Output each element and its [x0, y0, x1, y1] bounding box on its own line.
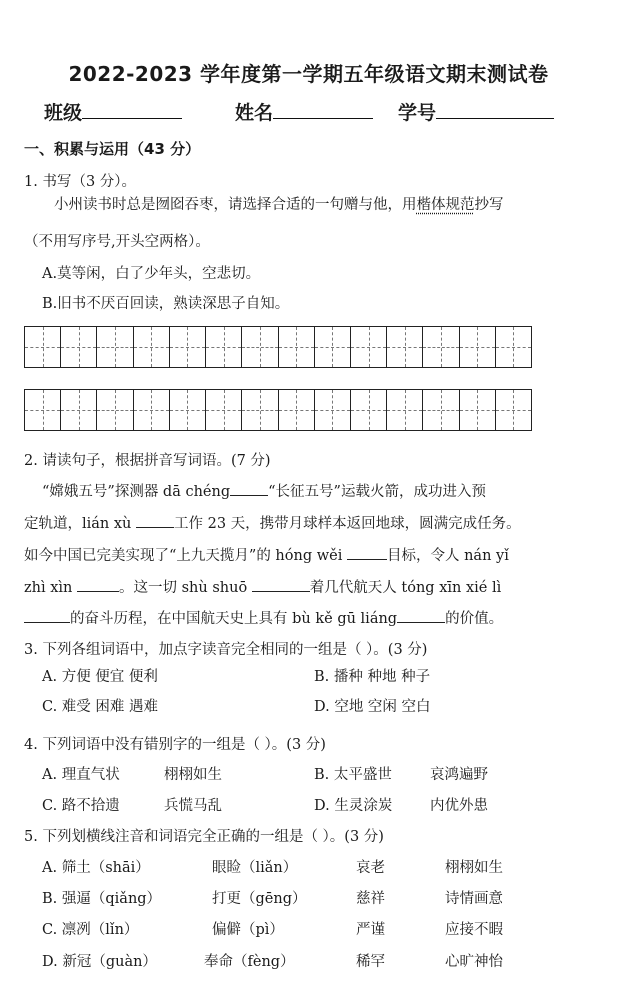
- q2-line-5: [24, 607, 503, 628]
- q2-line-2: [24, 512, 521, 533]
- q5-b-col4: 诗情画意: [445, 891, 503, 907]
- q2-text: 如今中国已完美实现了“上九天揽月”的 hóng wěi: [24, 548, 343, 564]
- id-label: 学号: [398, 102, 437, 124]
- q4-option-d-word2: 内优外患: [430, 798, 488, 814]
- answer-blank[interactable]: [77, 577, 119, 592]
- q4-option-c-word2: 兵慌马乱: [164, 798, 222, 814]
- q5-heading: 5. 下列划横线注音和词语完全正确的一组是（ ）。(3 分): [24, 829, 384, 845]
- class-label: 班级: [44, 102, 83, 124]
- q2-text: 定轨道，lián xù: [24, 516, 132, 532]
- page-title: 2022-2023 学年度第一学期五年级语文期末测试卷: [68, 62, 549, 86]
- writing-grid-row-2[interactable]: [24, 389, 532, 431]
- id-field: [398, 98, 554, 125]
- q2-text: 。这一切 shù shuō: [119, 580, 248, 596]
- q4-heading: 4. 下列词语中没有错别字的一组是（ ）。(3 分): [24, 737, 326, 753]
- q4-option-a: A. 理直气状: [42, 767, 120, 783]
- q4-option-c: C. 路不拾遗: [42, 798, 120, 814]
- q1-option-b: B.旧书不厌百回读，熟读深思子自知。: [42, 296, 290, 312]
- q5-c-col1: C. 凛冽（lǐn）: [42, 922, 139, 938]
- q1-option-a: A.莫等闲，白了少年头，空悲切。: [42, 266, 261, 282]
- q5-a-col1: A. 筛土（shāi）: [42, 860, 150, 876]
- writing-grid-row-1[interactable]: [24, 326, 532, 368]
- name-field: [235, 98, 373, 125]
- section-heading: 一、积累与运用（43 分）: [24, 140, 201, 158]
- answer-blank[interactable]: [24, 608, 70, 623]
- q1-dotted-text: 楷体规范: [416, 197, 475, 213]
- class-blank[interactable]: [82, 100, 182, 119]
- q1-prompt-line1: [54, 193, 504, 214]
- q3-option-b: B. 播种 种地 种子: [314, 669, 431, 685]
- q5-b-col1: B. 强逼（qiǎng）: [42, 891, 162, 907]
- q2-line-4: [24, 576, 501, 597]
- id-blank[interactable]: [436, 100, 554, 119]
- answer-blank[interactable]: [136, 513, 174, 528]
- q5-b-col2: 打更（gēng）: [212, 891, 307, 907]
- q2-text: 着几代航天人 tóng xīn xié lì: [309, 580, 502, 596]
- q2-text: 目标，令人 nán yǐ: [386, 548, 509, 564]
- q3-heading: 3. 下列各组词语中，加点字读音完全相同的一组是（ ）。(3 分): [24, 642, 428, 658]
- q1-prompt-text: 小州读书时总是囫囵吞枣，请选择合适的一句赠与他，用: [54, 197, 417, 213]
- name-blank[interactable]: [273, 100, 373, 119]
- q1-prompt-line2: （不用写序号,开头空两格）。: [24, 234, 210, 250]
- q2-text: “长征五号”运载火箭，成功进入预: [268, 484, 486, 500]
- q3-option-c: C. 难受 困难 遇难: [42, 699, 159, 715]
- q5-c-col3: 严谨: [356, 922, 385, 938]
- q5-a-col2: 眼睑（liǎn）: [212, 860, 298, 876]
- q5-a-col3: 哀老: [356, 860, 385, 876]
- q5-d-col4: 心旷神怡: [445, 954, 503, 970]
- q2-text: 的奋斗历程，在中国航天史上具有 bù kě gū liáng: [70, 611, 398, 627]
- q5-d-col3: 稀罕: [356, 954, 385, 970]
- q4-option-d: D. 生灵涂炭: [314, 798, 393, 814]
- q5-a-col4: 栩栩如生: [445, 860, 503, 876]
- q4-option-b-word2: 哀鸿遍野: [430, 767, 488, 783]
- q2-line-3: [24, 544, 509, 565]
- answer-blank[interactable]: [347, 545, 387, 560]
- class-field: [44, 98, 182, 125]
- q3-option-d: D. 空地 空闲 空白: [314, 699, 431, 715]
- q4-option-a-word2: 栩栩如生: [164, 767, 222, 783]
- answer-blank[interactable]: [230, 481, 268, 496]
- name-label: 姓名: [235, 102, 274, 124]
- answer-blank[interactable]: [397, 608, 445, 623]
- q4-option-b: B. 太平盛世: [314, 767, 392, 783]
- q1-heading: 1. 书写（3 分）。: [24, 174, 137, 190]
- q2-text: 工作 23 天，携带月球样本返回地球，圆满完成任务。: [174, 516, 521, 532]
- q2-text: zhì xìn: [24, 580, 73, 596]
- answer-blank[interactable]: [252, 577, 310, 592]
- q5-c-col2: 偏僻（pì）: [212, 922, 284, 938]
- q2-text: “嫦娥五号”探测器 dā chéng: [42, 484, 231, 500]
- q5-d-col2: 奉命（fèng）: [204, 954, 295, 970]
- q3-option-a: A. 方便 便宜 便利: [42, 669, 158, 685]
- q5-b-col3: 慈祥: [356, 891, 385, 907]
- q5-c-col4: 应接不暇: [445, 922, 503, 938]
- q5-d-col1: D. 新冠（guàn）: [42, 954, 157, 970]
- q1-prompt-end: 抄写: [474, 197, 504, 213]
- q2-heading: 2. 请读句子，根据拼音写词语。(7 分): [24, 453, 271, 469]
- q2-line-1: [42, 480, 486, 501]
- q2-text: 的价值。: [445, 611, 504, 627]
